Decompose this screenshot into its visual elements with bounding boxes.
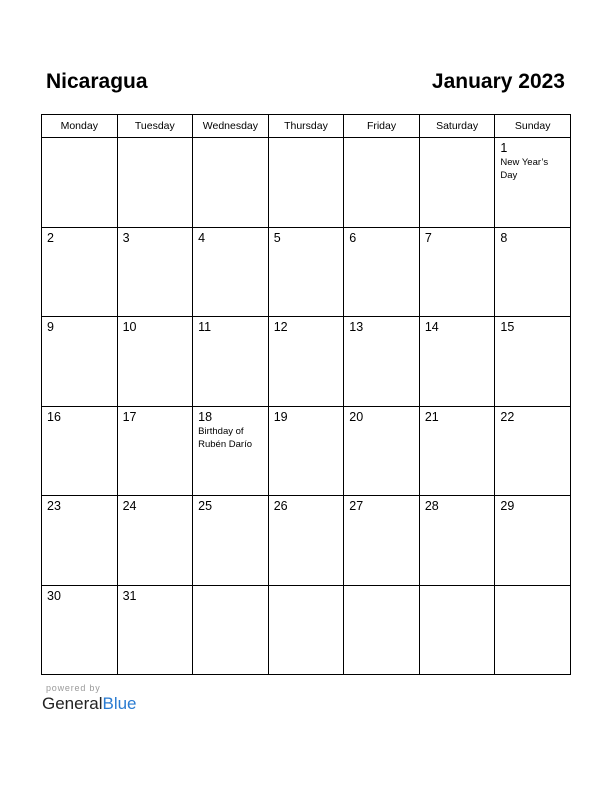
day-number: 20 xyxy=(349,409,364,424)
day-number: 18 xyxy=(198,409,213,424)
day-cell xyxy=(117,585,193,675)
day-cell xyxy=(117,496,193,586)
empty-day-cell xyxy=(419,585,495,675)
day-number: 9 xyxy=(47,320,54,334)
empty-day-cell xyxy=(117,138,193,228)
weekday-header: Tuesday xyxy=(117,115,193,138)
day-cell xyxy=(268,227,344,317)
day-number: 19 xyxy=(273,409,288,424)
weekday-header: Monday xyxy=(42,115,118,138)
day-cell xyxy=(268,496,344,586)
weekday-header-row xyxy=(42,115,571,138)
powered-by-label: powered by xyxy=(46,683,101,693)
empty-day-cell xyxy=(344,138,420,228)
day-cell xyxy=(495,138,571,228)
day-cell xyxy=(419,406,495,496)
empty-day-cell xyxy=(268,138,344,228)
week-row xyxy=(42,227,571,317)
empty-day-cell xyxy=(193,585,269,675)
day-number: 21 xyxy=(424,409,439,424)
day-number: 7 xyxy=(424,230,432,245)
day-number: 1 xyxy=(500,141,508,155)
brand-part-general: General xyxy=(42,694,103,713)
day-number: 10 xyxy=(122,320,137,334)
day-cell xyxy=(344,317,420,407)
day-cell xyxy=(495,317,571,407)
day-number: 12 xyxy=(273,320,288,334)
month-year-title: January 2023 xyxy=(431,70,565,93)
day-number: 29 xyxy=(500,499,515,513)
day-number: 27 xyxy=(349,499,364,513)
week-row xyxy=(42,585,571,675)
day-cell xyxy=(42,317,118,407)
holiday-label: New Year’s Day xyxy=(500,157,549,181)
day-cell xyxy=(344,496,420,586)
week-row xyxy=(42,317,571,407)
day-number: 16 xyxy=(47,409,61,424)
weekday-header: Friday xyxy=(344,115,420,138)
empty-day-cell xyxy=(495,585,571,675)
calendar-grid xyxy=(41,114,571,675)
day-cell xyxy=(42,227,118,317)
day-cell xyxy=(42,585,118,675)
day-number: 15 xyxy=(500,320,515,334)
day-number: 23 xyxy=(47,499,61,513)
day-cell xyxy=(42,496,118,586)
week-row xyxy=(42,496,571,586)
empty-day-cell xyxy=(268,585,344,675)
day-cell xyxy=(268,406,344,496)
day-cell xyxy=(268,317,344,407)
day-number: 2 xyxy=(47,230,54,245)
day-cell xyxy=(344,227,420,317)
day-number: 8 xyxy=(500,230,508,245)
day-cell xyxy=(193,317,269,407)
day-number: 4 xyxy=(198,230,206,245)
weekday-header: Wednesday xyxy=(193,115,269,138)
empty-day-cell xyxy=(193,138,269,228)
day-number: 24 xyxy=(122,499,137,513)
day-cell xyxy=(117,317,193,407)
holiday-label: Birthday of Rubén Darío xyxy=(198,425,252,450)
day-number: 30 xyxy=(47,588,61,603)
day-number: 6 xyxy=(349,230,357,245)
generalblue-logo xyxy=(42,694,137,714)
day-number: 26 xyxy=(273,499,288,513)
day-cell xyxy=(419,496,495,586)
day-number: 11 xyxy=(198,320,212,334)
weekday-header: Thursday xyxy=(268,115,344,138)
day-cell xyxy=(495,406,571,496)
week-row xyxy=(42,138,571,228)
week-row xyxy=(42,406,571,496)
day-cell xyxy=(117,227,193,317)
day-number: 28 xyxy=(424,499,439,513)
day-cell xyxy=(193,406,269,496)
day-cell xyxy=(42,406,118,496)
day-number: 3 xyxy=(122,230,130,245)
day-cell xyxy=(495,496,571,586)
brand-part-blue: Blue xyxy=(102,694,137,713)
weekday-header: Sunday xyxy=(495,115,571,138)
day-number: 31 xyxy=(122,588,137,603)
day-cell xyxy=(193,227,269,317)
weekday-header: Saturday xyxy=(419,115,495,138)
day-number: 17 xyxy=(122,409,137,424)
day-number: 14 xyxy=(424,320,439,334)
day-number: 13 xyxy=(349,320,364,334)
day-cell xyxy=(495,227,571,317)
empty-day-cell xyxy=(344,585,420,675)
country-title: Nicaragua xyxy=(46,70,148,93)
day-number: 22 xyxy=(500,409,515,424)
empty-day-cell xyxy=(42,138,118,228)
day-number: 25 xyxy=(198,499,213,513)
day-number: 5 xyxy=(273,230,281,245)
day-cell xyxy=(117,406,193,496)
empty-day-cell xyxy=(419,138,495,228)
day-cell xyxy=(419,227,495,317)
day-cell xyxy=(344,406,420,496)
day-cell xyxy=(419,317,495,407)
day-cell xyxy=(193,496,269,586)
